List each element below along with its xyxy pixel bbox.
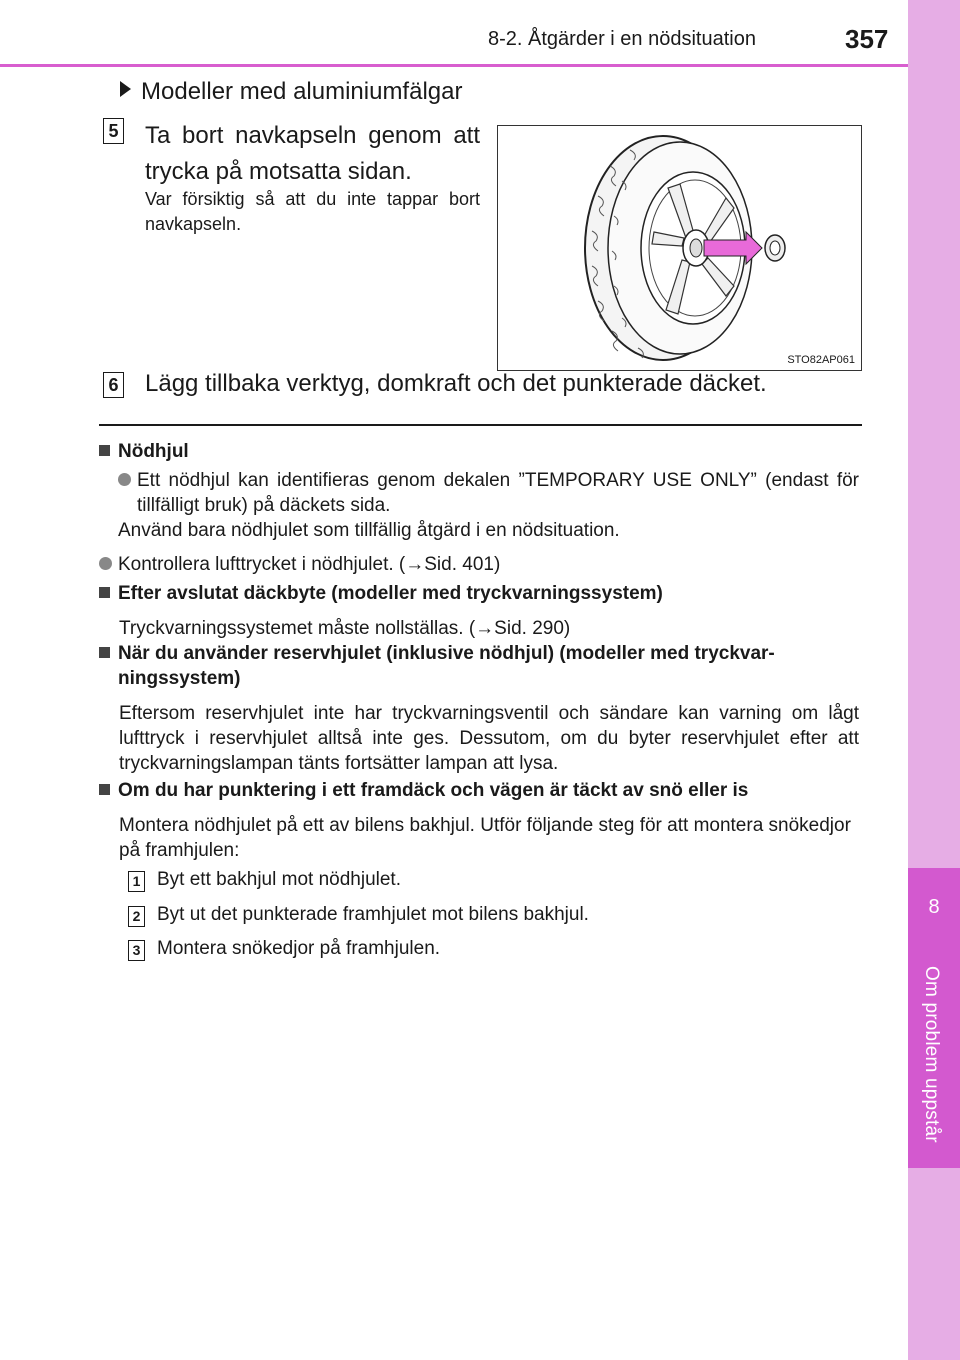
chapter-number: 8	[928, 896, 940, 918]
square-bullet-icon	[99, 647, 110, 658]
wheel-figure	[497, 125, 862, 371]
figure-code: STO82AP061	[787, 354, 855, 366]
triangle-bullet-icon	[120, 81, 131, 97]
header-divider	[0, 64, 908, 67]
step-number-1: 1	[128, 871, 145, 892]
step-number-3: 3	[128, 940, 145, 961]
square-bullet-icon	[99, 587, 110, 598]
round-bullet-icon	[118, 473, 131, 486]
bullet-text: Ett nödhjul kan identifieras genom dekalen ”TEMPORARY USE ONLY” (endast för tillfälligt bruk) på däckets sida.	[137, 470, 859, 516]
step-5-text: Ta bort navkapseln genom att trycka på motsatta sidan.	[145, 122, 480, 185]
section-heading: Nödhjul	[118, 441, 189, 462]
section-heading: Efter avslutat däckbyte (modeller med tryckvarningssystem)	[118, 583, 663, 604]
bullet-text: Använd bara nödhjulet som tillfällig åtgärd i en nödsituation.	[118, 520, 620, 541]
step-number-6: 6	[103, 372, 124, 398]
step-number-2: 2	[128, 906, 145, 927]
info-section-using-spare	[99, 641, 859, 776]
step-5-note: Var försiktig så att du inte tappar bort navkapseln.	[145, 189, 480, 234]
section-heading: När du använder reservhjulet (inklusive nödhjul) (modeller med tryckvarningssystem)	[118, 643, 775, 689]
step-number-5: 5	[103, 118, 124, 144]
numbered-step-text: Byt ut det punkterade framhjulet mot bilens bakhjul.	[157, 904, 589, 925]
numbered-step-text: Byt ett bakhjul mot nödhjulet.	[157, 869, 401, 890]
model-subheading	[120, 78, 462, 106]
model-subheading-text: Modeller med aluminiumfälgar	[141, 78, 463, 105]
section-title: 8-2. Åtgärder i en nödsituation	[488, 28, 756, 50]
square-bullet-icon	[99, 445, 110, 456]
bullet-text: Kontrollera lufttrycket i nödhjulet. (→Sid. 401)	[118, 554, 501, 575]
section-body: Tryckvarningssystemet måste nollställas. (→Sid. 290)	[119, 618, 571, 639]
section-body: Montera nödhjulet på ett av bilens bakhjul. Utför följande steg för att montera snökedjor på framhjulen:	[119, 815, 851, 861]
section-heading: Om du har punktering i ett framdäck och vägen är täckt av snö eller is	[118, 780, 749, 801]
info-section-spare-wheel	[99, 439, 859, 577]
round-bullet-icon	[99, 557, 112, 570]
info-section-after-tire-change	[99, 581, 859, 641]
section-divider	[99, 424, 862, 426]
section-body: Eftersom reservhjulet inte har tryckvarningsventil och sändare kan varning om lågt lufttryck i reservhjulet alltså inte ges. Dessutom, om du byter reservhjulet efter att tryckvarningslampan tänts fortsätter lampan att lysa.	[119, 703, 859, 774]
numbered-step-text: Montera snökedjor på framhjulen.	[157, 938, 441, 959]
wheel-illustration-icon	[498, 126, 861, 370]
info-section-front-puncture	[99, 778, 859, 863]
chapter-title: Om problem uppstår	[921, 966, 942, 1143]
square-bullet-icon	[99, 784, 110, 795]
page-number: 357	[845, 24, 889, 54]
step-6-text: Lägg tillbaka verktyg, domkraft och det punkterade däcket.	[145, 370, 767, 397]
